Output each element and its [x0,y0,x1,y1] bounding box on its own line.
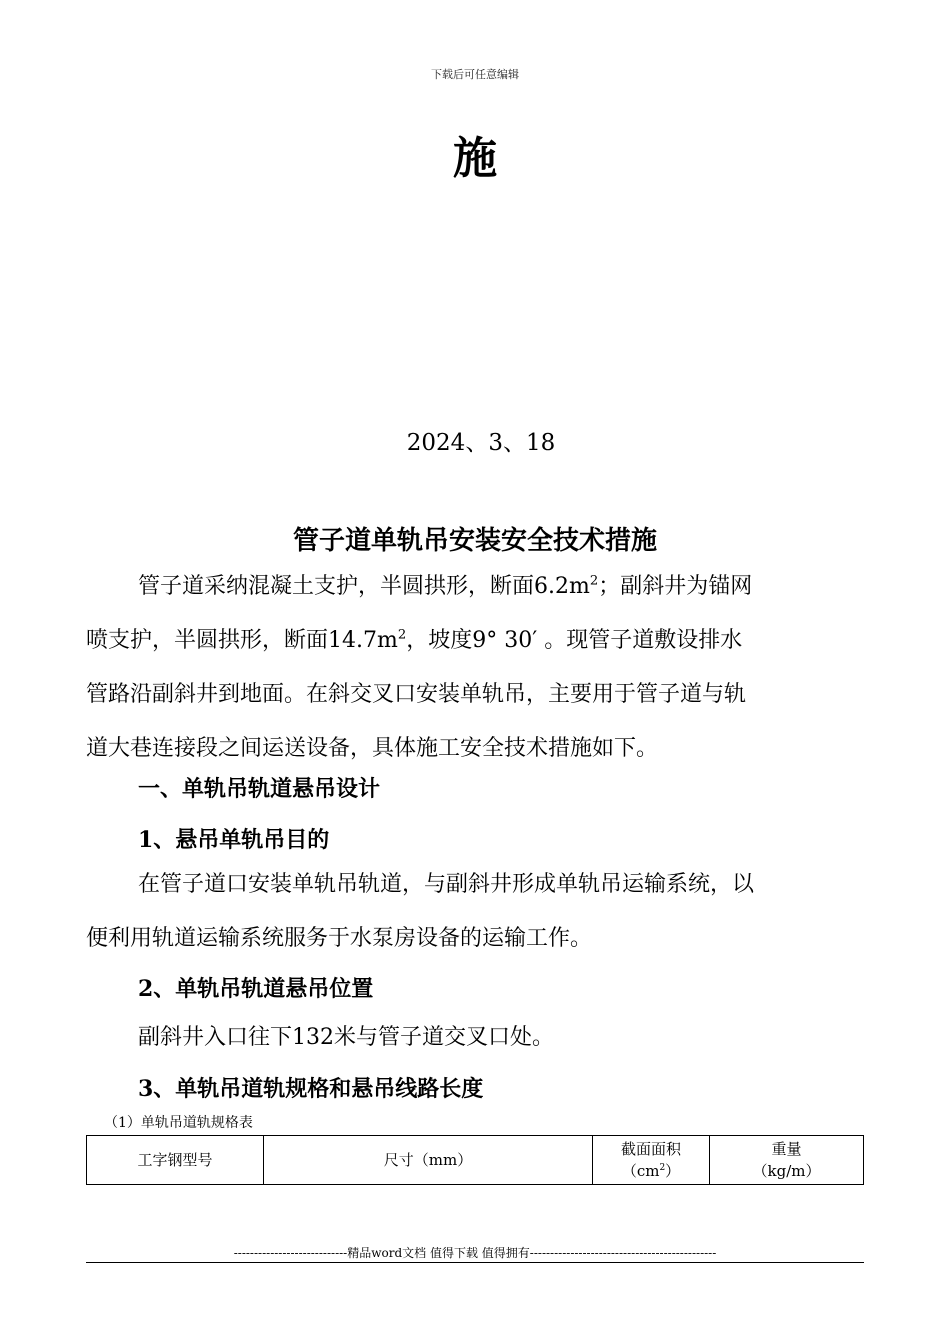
col-weight: 重量 （kg/m） [710,1136,864,1185]
intro-paragraph [86,560,866,776]
document-title: 管子道单轨吊安装安全技术措施 [292,526,657,556]
subsection-3-heading: 3、单轨吊道轨规格和悬吊线路长度 [138,1076,484,1102]
intro-line-1: 管子道采纳混凝土支护，半圆拱形，断面$6.2m^2$；副斜井为锚网 [138,573,753,599]
section-1-heading: 一、单轨吊轨道悬吊设计 [138,776,381,802]
col-section-area: 截面面积 $(cm^2)$ [593,1136,710,1185]
rail-spec-table [86,1135,864,1185]
document-date: 2024、3、18 [406,430,556,456]
footer-text: ----------------------------精品word文档 值得下载 值得拥有---------------------------------------------- [233,1246,717,1260]
intro-line-2: 喷支护，半圆拱形，断面$14.7m^2$，坡度9° 30′ 。现管子道敷设排水 [86,627,743,653]
subsection-2-text: 副斜井入口往下132米与管子道交叉口处。 [138,1025,554,1050]
sub1-line-1: 在管子道口安装单轨吊轨道，与副斜井形成单轨吊运输系统，以 [138,872,755,897]
table-header-row [87,1136,864,1185]
cover-title: 施 [453,133,497,184]
subsection-1-heading: 1、悬吊单轨吊目的 [138,827,330,853]
table-caption: （1）单轨吊道轨规格表 [104,1115,253,1131]
intro-line-3: 管路沿副斜井到地面。在斜交叉口安装单轨吊，主要用于管子道与轨 [86,682,747,707]
intro-line-4: 道大巷连接段之间运送设备，具体施工安全技术措施如下。 [86,736,659,761]
subsection-2-heading: 2、单轨吊轨道悬吊位置 [138,976,374,1002]
footer-divider [86,1262,864,1263]
header-note: 下载后可任意编辑 [431,68,519,81]
sub1-line-2: 便利用轨道运输系统服务于水泵房设备的运输工作。 [86,926,593,951]
subsection-1-paragraph [86,858,866,966]
col-dimensions: 尺寸（mm） [264,1136,593,1185]
col-steel-model: 工字钢型号 [87,1136,264,1185]
